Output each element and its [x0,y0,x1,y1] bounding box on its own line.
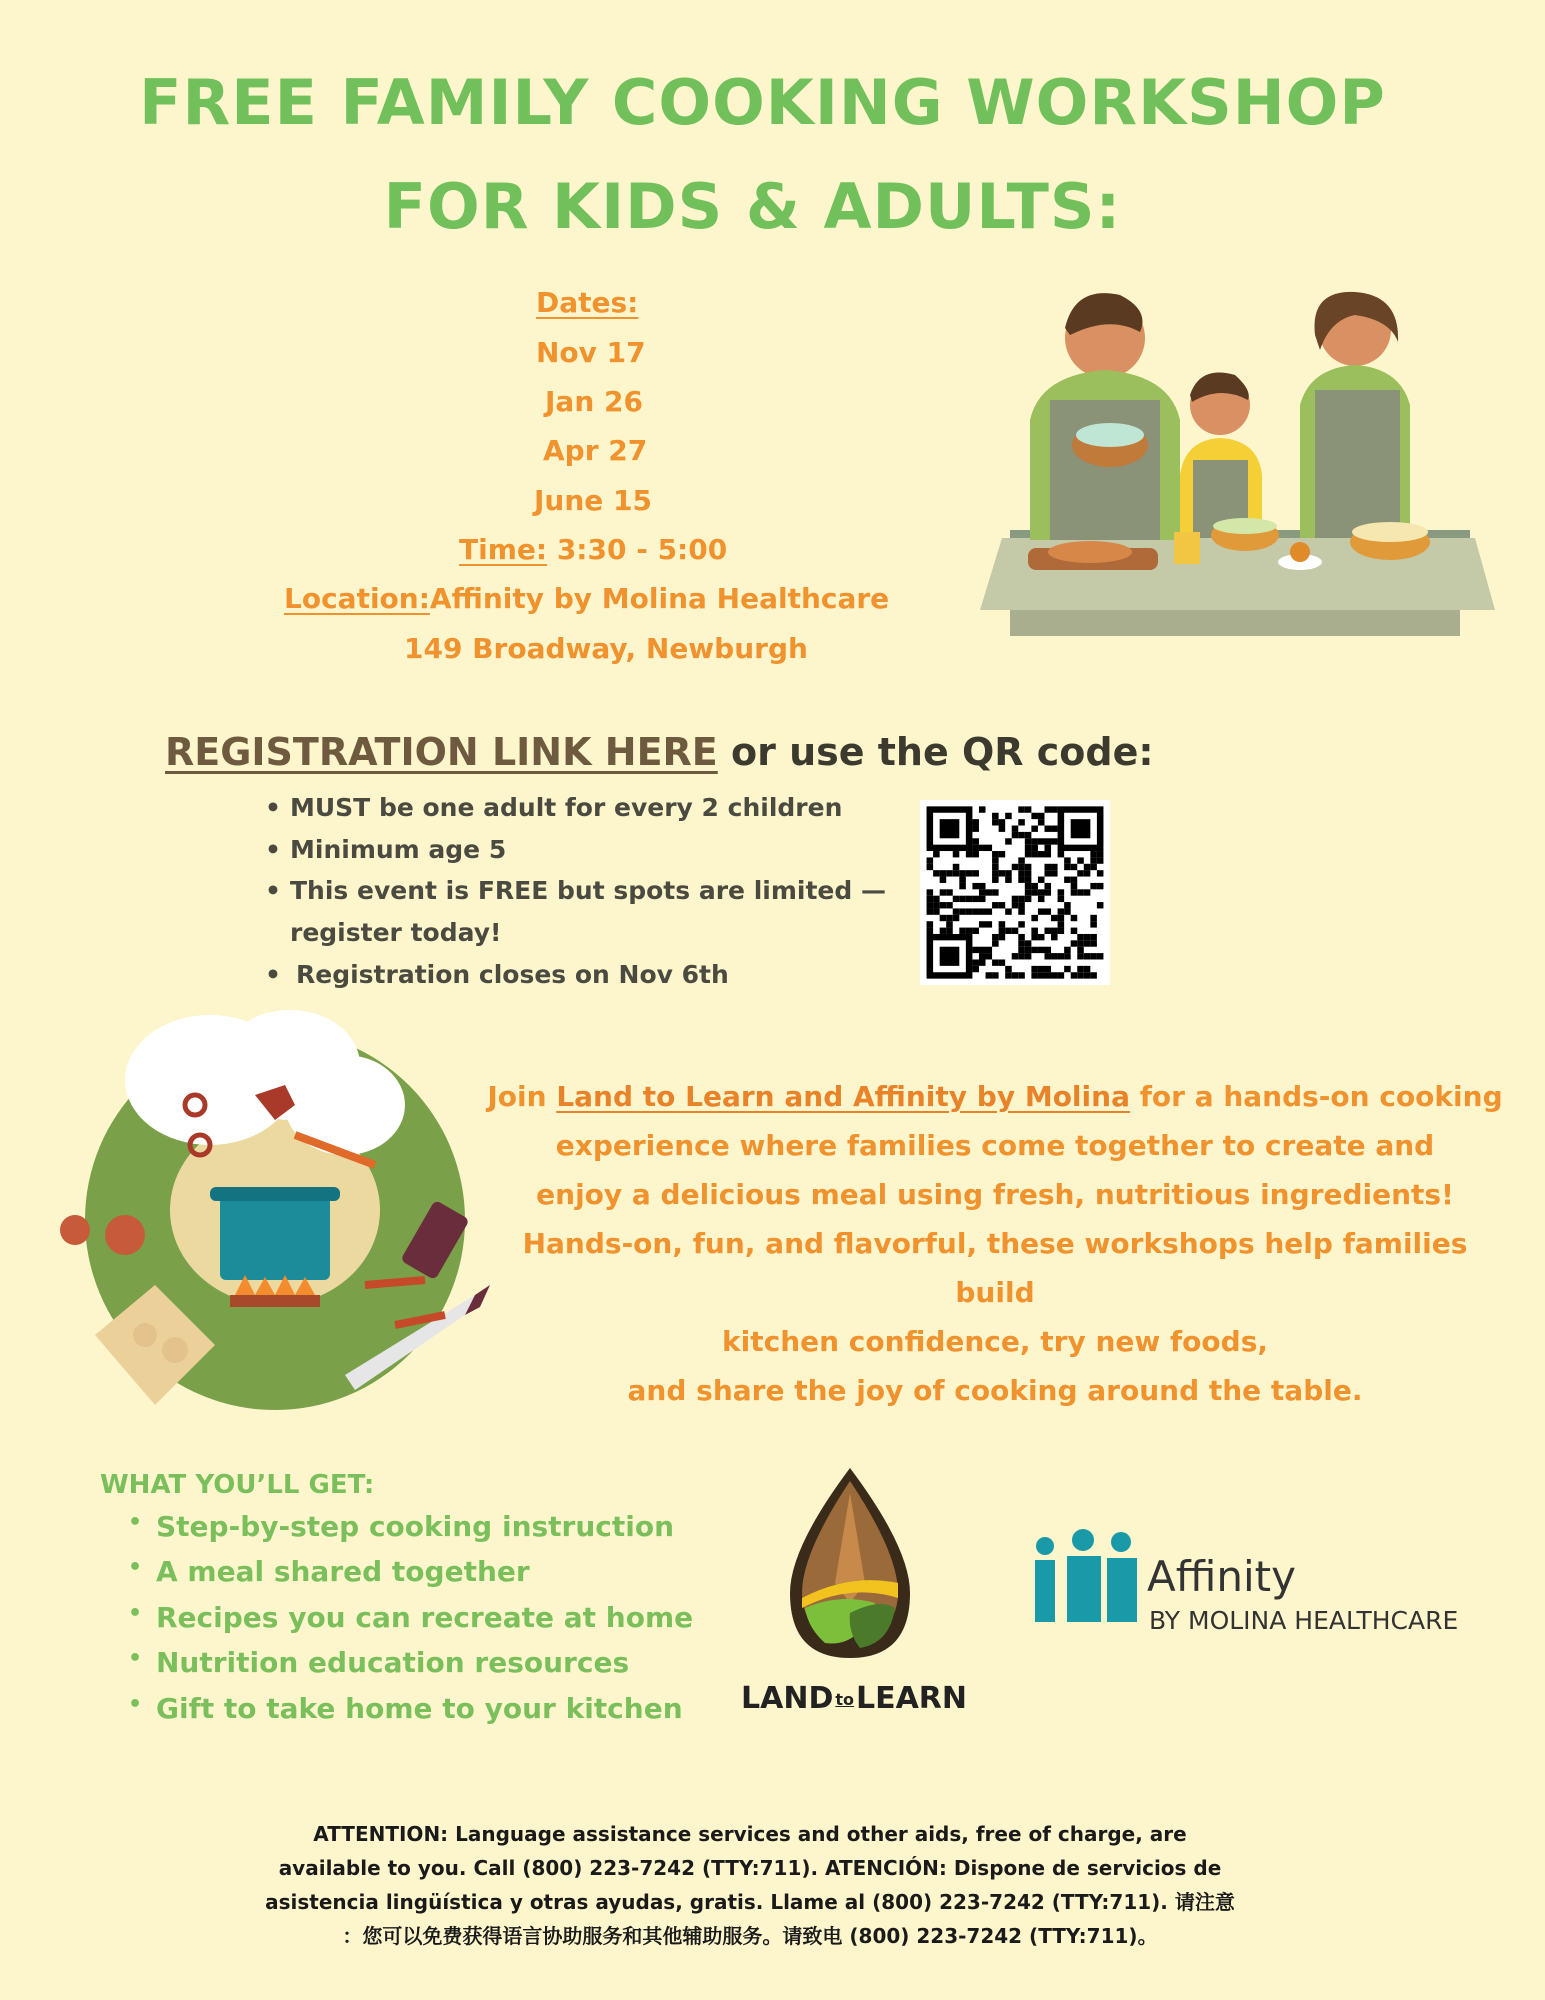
registration-suffix: or use the QR code: [731,730,1154,774]
list-item: • Step-by-step cooking instruction [128,1510,675,1543]
land-to-learn-logo [780,1463,920,1663]
location-address: 149 Broadway, Newburgh [404,632,808,665]
notice-line: available to you. Call (800) 223-7242 (TTY:711). ATENCIÓN: Dispone de servicios de [278,1856,1222,1880]
description-line: kitchen confidence, try new foods, [722,1325,1268,1358]
list-item: • Gift to take home to your kitchen [128,1692,683,1725]
time-row [459,533,727,566]
land-to-learn-wordmark: LAND toLEARN [741,1681,968,1716]
cooking-pot-illustration [45,995,505,1435]
benefits-heading: WHAT YOU’LL GET: [100,1470,375,1500]
location-row [284,582,889,615]
description-line: enjoy a delicious meal using fresh, nutritious ingredients! [536,1178,1454,1211]
family-cooking-illustration [980,280,1495,645]
list-item: • Minimum age 5 [265,835,507,864]
notice-line: ：您可以免费获得语言协助服务和其他辅助服务。请致电 (800) 223-7242 (TTY:711)。 [342,1924,1158,1948]
description-line: Hands-on, fun, and flavorful, these workshops help families build [522,1227,1468,1309]
description-line: Join Land to Learn and Affinity by Molina for a hands-on cooking [487,1080,1503,1113]
registration-link[interactable]: REGISTRATION LINK HERE [165,730,718,774]
description-line: and share the joy of cooking around the table. [627,1374,1363,1407]
time-value: 3:30 - 5:00 [556,533,728,566]
list-item: • Recipes you can recreate at home [128,1601,694,1634]
date-item: Apr 27 [543,434,648,467]
list-item: • Nutrition education resources [128,1646,630,1679]
date-item: Jan 26 [545,385,643,418]
language-assistance-notice [250,1817,1250,1953]
list-item-continued: register today! [290,918,502,947]
date-item: June 15 [534,484,652,517]
notice-line: ATTENTION: Language assistance services and other aids, free of charge, are [313,1822,1187,1846]
qr-code-graphic [920,800,1110,985]
list-item: • A meal shared together [128,1555,530,1588]
page-title-line1: FREE FAMILY COOKING WORKSHOP [139,66,1386,139]
notice-line: asistencia lingüística y otras ayudas, gratis. Llame al (800) 223-7242 (TTY:711). 请注意 [265,1890,1235,1914]
affinity-name: Affinity [1147,1552,1296,1601]
time-label: Time: [459,533,548,566]
dates-label: Dates: [536,286,639,319]
date-item: Nov 17 [536,336,646,369]
affinity-people-icon [1023,1528,1143,1628]
location-label: Location: [284,582,430,615]
page-title-line2: FOR KIDS & ADULTS: [383,170,1122,243]
list-item: • This event is FREE but spots are limited — [265,876,886,905]
list-item: • Registration closes on Nov 6th [265,960,729,989]
location-name: Affinity by Molina Healthcare [429,582,890,615]
registration-heading [165,730,1154,774]
affinity-subtitle: BY MOLINA HEALTHCARE [1149,1606,1459,1635]
workshop-description [480,1072,1510,1415]
partner-link[interactable]: Land to Learn and Affinity by Molina [556,1080,1130,1113]
list-item: • MUST be one adult for every 2 children [265,793,843,822]
description-line: experience where families come together to create and [555,1129,1435,1162]
qr-code-icon[interactable] [920,800,1110,985]
